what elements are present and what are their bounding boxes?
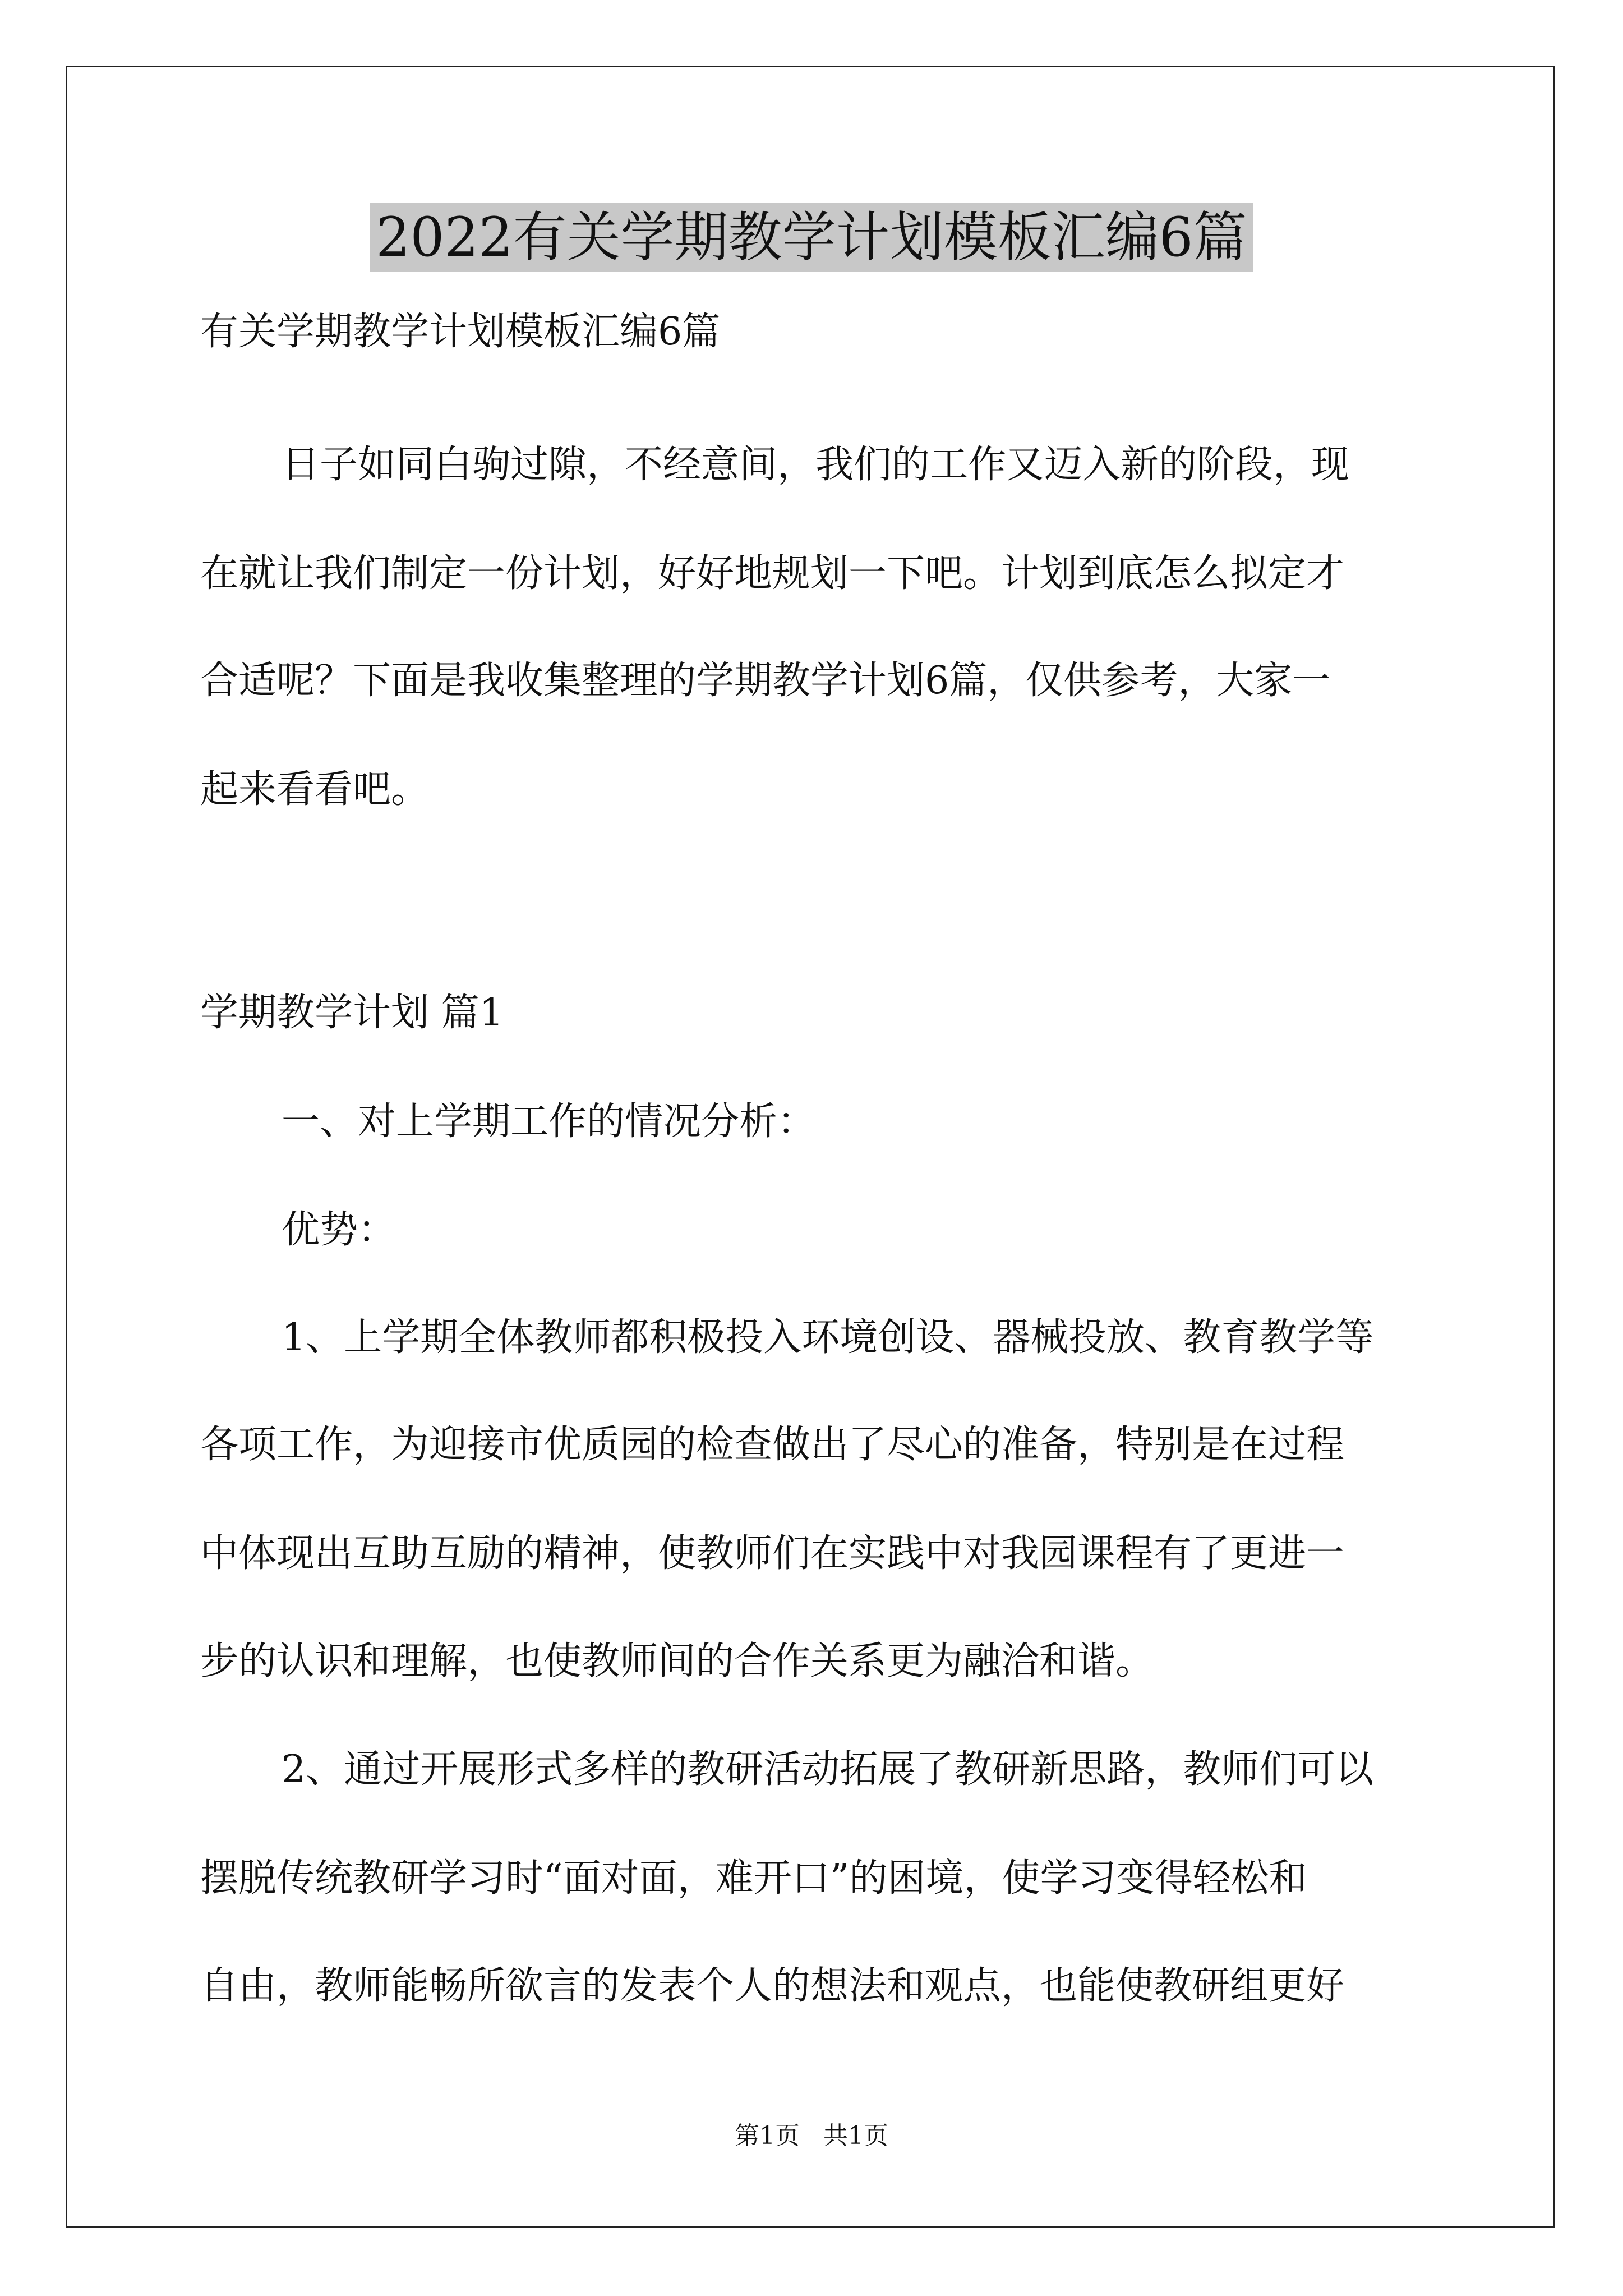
document-subtitle: 有关学期教学计划模板汇编6篇	[200, 310, 721, 354]
item2-line-3: 自由，教师能畅所欲言的发表个人的想法和观点，也能使教研组更好	[200, 1964, 1345, 2008]
advantages-label: 优势：	[282, 1208, 396, 1252]
intro-line-4: 起来看看吧。	[200, 767, 430, 812]
intro-line-2: 在就让我们制定一份计划，好好地规划一下吧。计划到底怎么拟定才	[200, 551, 1345, 596]
document-title-text: 2022有关学期教学计划模板汇编6篇	[370, 203, 1252, 272]
item2-line-2: 摆脱传统教研学习时“面对面，难开口”的困境，使学习变得轻松和	[200, 1856, 1307, 1901]
intro-line-3: 合适呢？下面是我收集整理的学期教学计划6篇，仅供参考，大家一	[200, 659, 1331, 703]
sub-heading: 一、对上学期工作的情况分析：	[282, 1099, 816, 1144]
item1-line-4: 步的认识和理解，也使教师间的合作关系更为融洽和谐。	[200, 1639, 1154, 1683]
section-heading: 学期教学计划 篇1	[200, 991, 504, 1035]
document-title	[0, 201, 1623, 274]
item1-line-2: 各项工作，为迎接市优质园的检查做出了尽心的准备，特别是在过程	[200, 1423, 1345, 1467]
page-footer	[0, 2119, 1623, 2153]
item1-line-3: 中体现出互助互励的精神，使教师们在实践中对我园课程有了更进一	[200, 1531, 1345, 1576]
page-total: 共1页	[823, 2122, 888, 2150]
intro-line-1: 日子如同白驹过隙，不经意间，我们的工作又迈入新的阶段，现	[282, 443, 1350, 487]
page-current: 第1页	[735, 2122, 800, 2150]
item2-line-1: 2、通过开展形式多样的教研活动拓展了教研新思路，教师们可以	[282, 1747, 1374, 1792]
item1-line-1: 1、上学期全体教师都积极投入环境创设、器械投放、教育教学等	[282, 1315, 1374, 1360]
page-border	[66, 66, 1555, 2228]
